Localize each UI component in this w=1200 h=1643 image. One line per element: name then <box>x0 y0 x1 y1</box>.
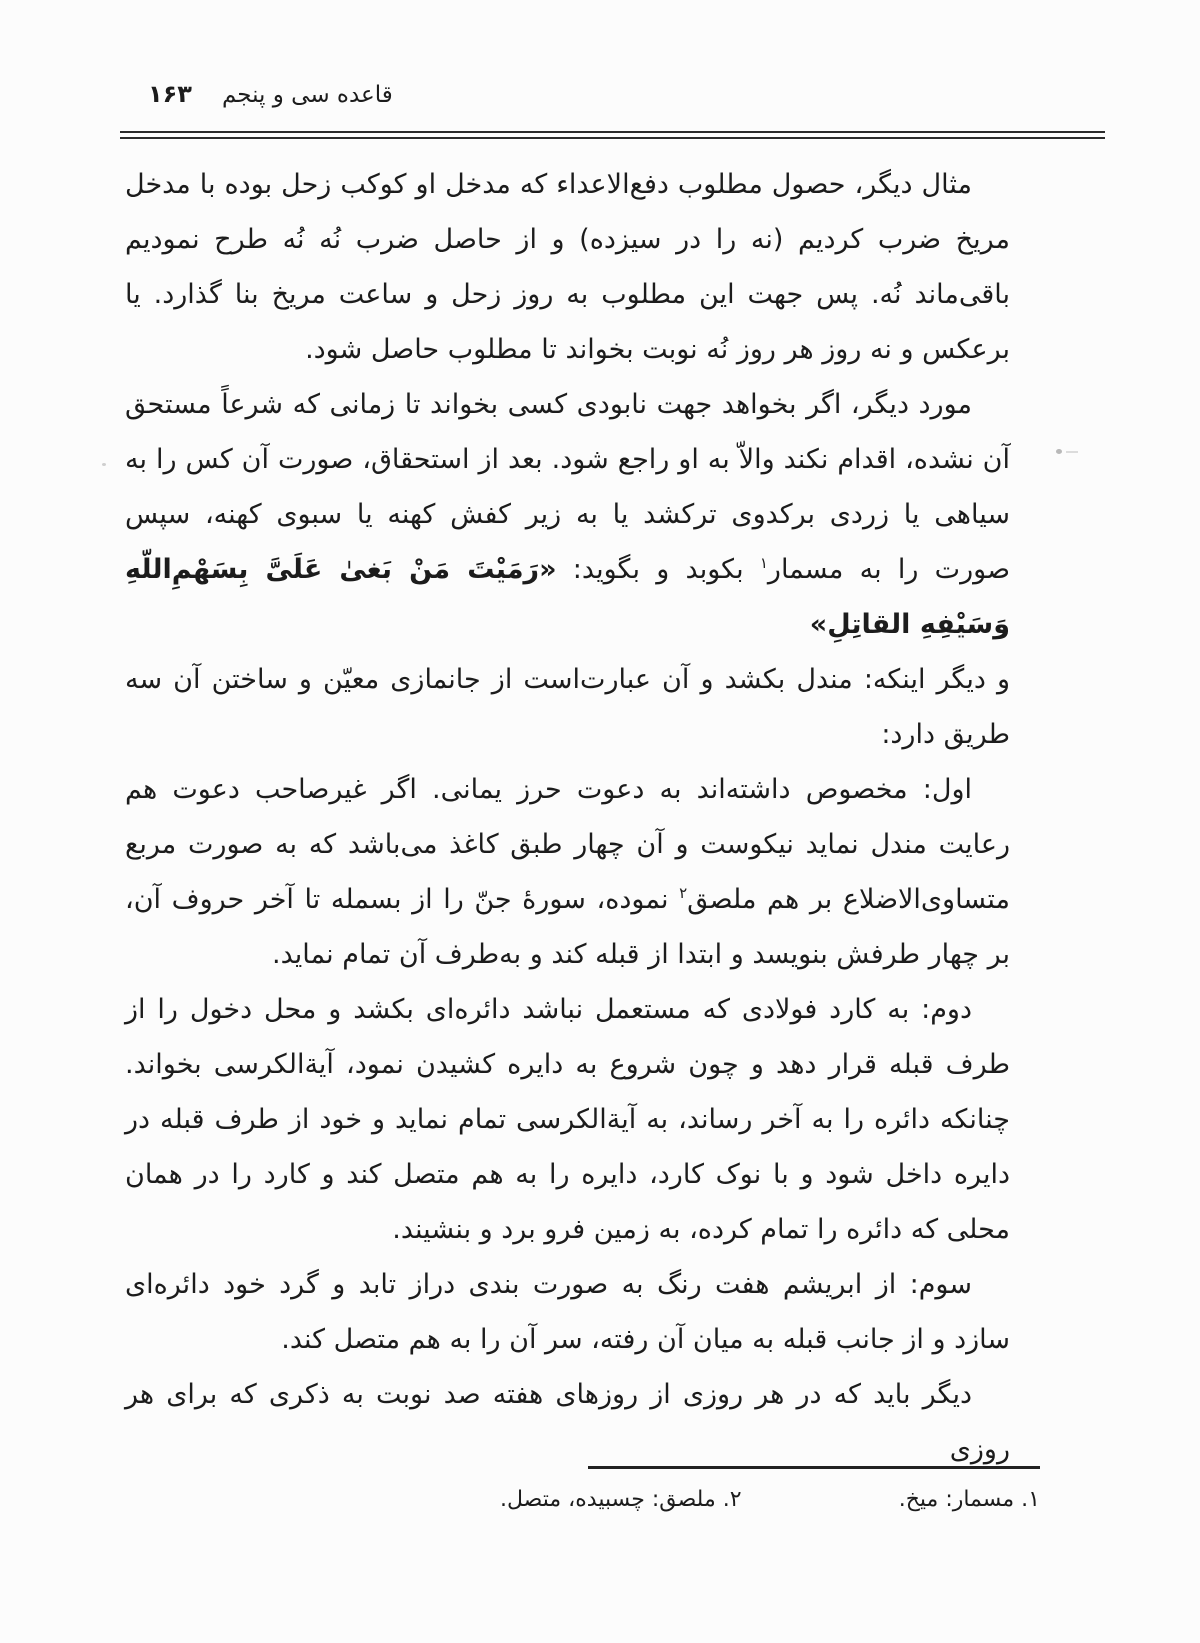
paragraph-text: دیگر باید که در هر روزی از روزهای هفته صد نوبت به ذکری که برای هر روزی <box>125 1379 1010 1465</box>
paragraph-text: نموده، سورهٔ جنّ را از بسمله تا آخر حروف آن، بر چهار طرفش بنویسد و ابتدا از قبله کند و به‌طرف آن تمام نماید. <box>125 884 1010 970</box>
body-text <box>125 157 1010 1477</box>
scan-artifact <box>1056 449 1062 454</box>
paragraph <box>125 982 1010 1257</box>
paragraph-text: دوم: به کارد فولادی که مستعمل نباشد دائره‌ای بکشد و محل دخول را از طرف قبله قرار دهد و چون شروع به دایره کشیدن نمود، آیةالکرسی بخواند. چنانکه دائره را به آخر رساند، به آیةالکرسی تمام نماید و خود از طرف قبله در دایره داخل شود و با نوک کارد، دایره را به هم متصل کند و کارد را در همان محلی که دائره را تمام کرده، به زمین فرو برد و بنشیند. <box>125 994 1010 1245</box>
page-number: ۱۶۳ <box>148 80 192 108</box>
scan-artifact <box>102 463 106 466</box>
header-double-rule <box>120 131 1105 139</box>
arabic-invocation: «رَمَیْتَ مَنْ بَغیٰ عَلَیَّ بِسَهْمِ‌اللّهِ وَسَیْفِهِ القاتِلِ» <box>125 554 1010 640</box>
paragraph-text: اول: مخصوص داشته‌اند به دعوت حرز یمانی. اگر غیرصاحب دعوت هم رعایت مندل نماید نیکوست و آن چهار طبق کاغذ می‌باشد که به صورت مربع متساوی‌الاضلاع بر هم ملصق <box>125 774 1010 915</box>
footnote-1: ۱. مسمار: میخ. <box>898 1487 1040 1512</box>
chapter-title: قاعده سی و پنجم <box>221 82 393 108</box>
paragraph-text: سوم: از ابریشم هفت رنگ به صورت بندی دراز تابد و گرد خود دائره‌ای سازد و از جانب قبله به میان آن رفته، سر آن را به هم متصل کند. <box>125 1269 1010 1355</box>
footnotes <box>500 1483 1040 1517</box>
footnote-marker: ۲ <box>679 884 688 902</box>
paragraph-text: و دیگر اینکه: مندل بکشد و آن عبارت‌است از جانمازی معیّن و ساختن آن سه طریق دارد: <box>125 664 1010 750</box>
paragraph <box>125 652 1010 762</box>
footnote-2: ۲. ملصق: چسبیده، متصل. <box>500 1487 742 1512</box>
footnote-marker: ۱ <box>759 554 768 572</box>
paragraph-text: بکوبد و بگوید: <box>556 554 760 585</box>
paragraph <box>125 762 1010 982</box>
footnote-rule <box>588 1466 1040 1469</box>
page-header <box>148 80 393 108</box>
paragraph <box>125 1367 1010 1477</box>
paragraph-text: مثال دیگر، حصول مطلوب دفع‌الاعداء که مدخل او کوکب زحل بوده با مدخل مریخ ضرب کردیم (نه را در سیزده) و از حاصل ضرب نُه نُه طرح نمودیم باقی‌ماند نُه. پس جهت این مطلوب به روز زحل و ساعت مریخ بنا گذارد. یا برعکس و نه روز هر روز نُه نوبت بخواند تا مطلوب حاصل شود. <box>125 169 1010 365</box>
paragraph-text: مورد دیگر، اگر بخواهد جهت نابودی کسی بخواند تا زمانی که شرعاً مستحق آن نشده، اقدام نکند والاّ به او راجع شود. بعد از استحقاق، صورت آن کس را به سیاهی یا زردی برکدوی ترکشد یا به زیر کفش کهنه یا سبوی کهنه، سپس صورت را به مسمار <box>125 389 1010 585</box>
paragraph <box>125 1257 1010 1367</box>
paragraph <box>125 157 1010 377</box>
scan-artifact <box>1066 451 1078 453</box>
paragraph <box>125 377 1010 652</box>
